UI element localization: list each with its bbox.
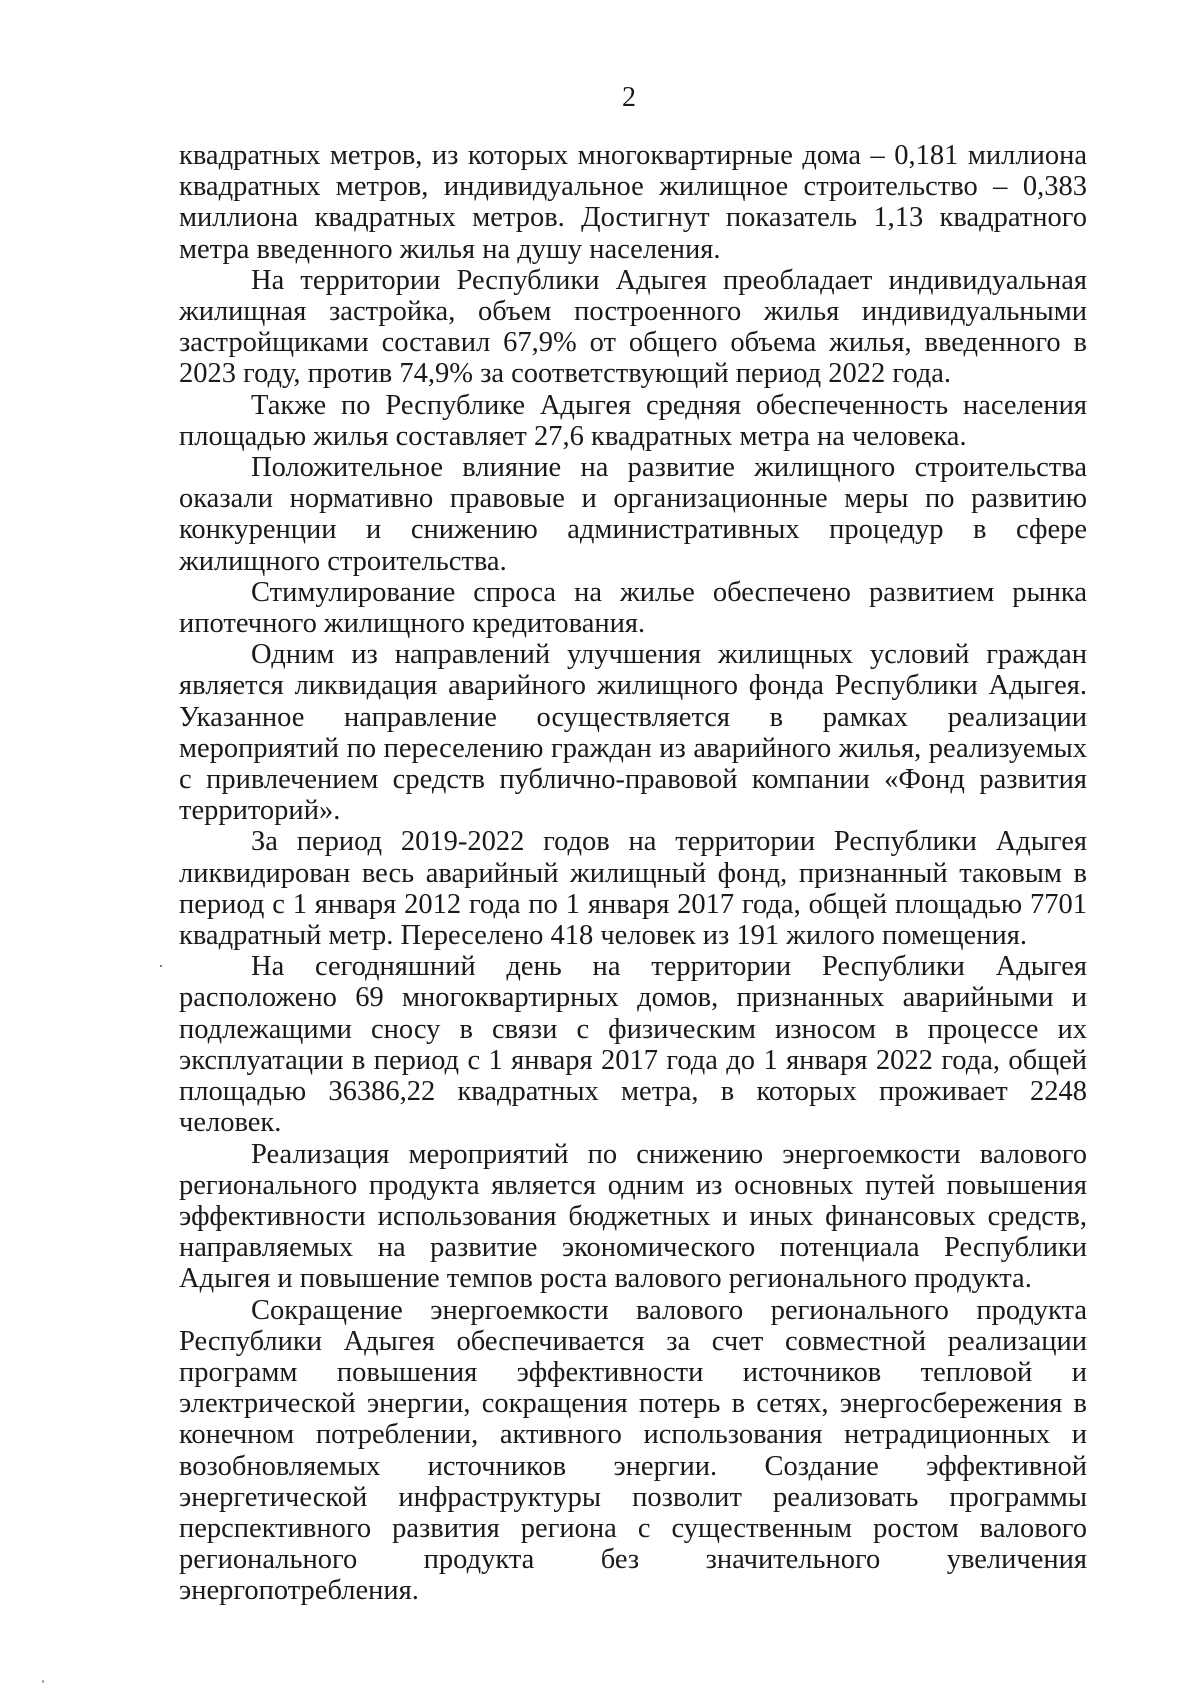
paragraph-emergency-housing: Одним из направлений улучшения жилищных условий граждан является ликвидация аварийного жилищного фонда Республики Адыгея. Указанное направление осуществляется в рамках реализации мероприятий по переселению граждан из аварийного жилья, реализуемых с привлечением средств публично-правовой компании «Фонд развития территорий». (179, 639, 1087, 827)
body-text (179, 140, 1087, 1607)
paragraph-liquidation-2019-2022: За период 2019-2022 годов на территории Республики Адыгея ликвидирован весь аварийный жилищный фонд, признанный таковым в период с 1 января 2012 года по 1 января 2017 года, общей площадью 7701 квадратный метр. Переселено 418 человек из 191 жилого помещения. (179, 826, 1087, 952)
paragraph-individual-construction: На территории Республики Адыгея преобладает индивидуальная жилищная застройка, объем построенного жилья индивидуальными застройщиками составил 67,9% от общего объема жилья, введенного в 2023 году, против 74,9% за соответствующий период 2022 года. (179, 264, 1087, 390)
scan-artifact-dot (160, 965, 162, 967)
paragraph-housing-volume: квадратных метров, из которых многоквартирные дома – 0,181 миллиона квадратных метров, индивидуальное жилищное строительство – 0,383 миллиона квадратных метров. Достигнут показатель 1,13 квадратного метра введенного жилья на душу населения. (179, 140, 1087, 265)
paragraph-energy-infrastructure: Сокращение энергоемкости валового регионального продукта Республики Адыгея обеспечивается за счет совместной реализации программ повышения эффективности источников тепловой и электрической энергии, сокращения потерь в сетях, энергосбережения в конечном потреблении, активного использования нетрадиционных и возобновляемых источников энергии. Создание эффективной энергетической инфраструктуры позволит реализовать программы перспективного развития региона с существенным ростом валового регионального продукта без значительного увеличения энергопотребления. (179, 1294, 1087, 1607)
paragraph-mortgage-demand: Стимулирование спроса на жилье обеспечено развитием рынка ипотечного жилищного кредитования. (179, 576, 1087, 640)
paragraph-energy-intensity: Реализация мероприятий по снижению энергоемкости валового регионального продукта является одним из основных путей повышения эффективности использования бюджетных и иных финансовых средств, направляемых на развитие экономического потенциала Республики Адыгея и повышение темпов роста валового регионального продукта. (179, 1138, 1087, 1295)
paragraph-regulatory-measures: Положительное влияние на развитие жилищного строительства оказали нормативно правовые и организационные меры по развитию конкуренции и снижению административных процедур в сфере жилищного строительства. (179, 452, 1087, 577)
scan-artifact-dot (42, 1680, 44, 1683)
page-number: 2 (622, 82, 636, 113)
paragraph-current-emergency-houses: На сегодняшний день на территории Республики Адыгея расположено 69 многоквартирных домов, признанных аварийными и подлежащими сносу в связи с физическим износом в процессе их эксплуатации в период с 1 января 2017 года до 1 января 2022 года, общей площадью 36386,22 квадратных метра, в которых проживает 2248 человек. (179, 951, 1087, 1139)
paragraph-average-living-space: Также по Республике Адыгея средняя обеспеченность населения площадью жилья составляет 27,6 квадратных метра на человека. (179, 389, 1087, 452)
